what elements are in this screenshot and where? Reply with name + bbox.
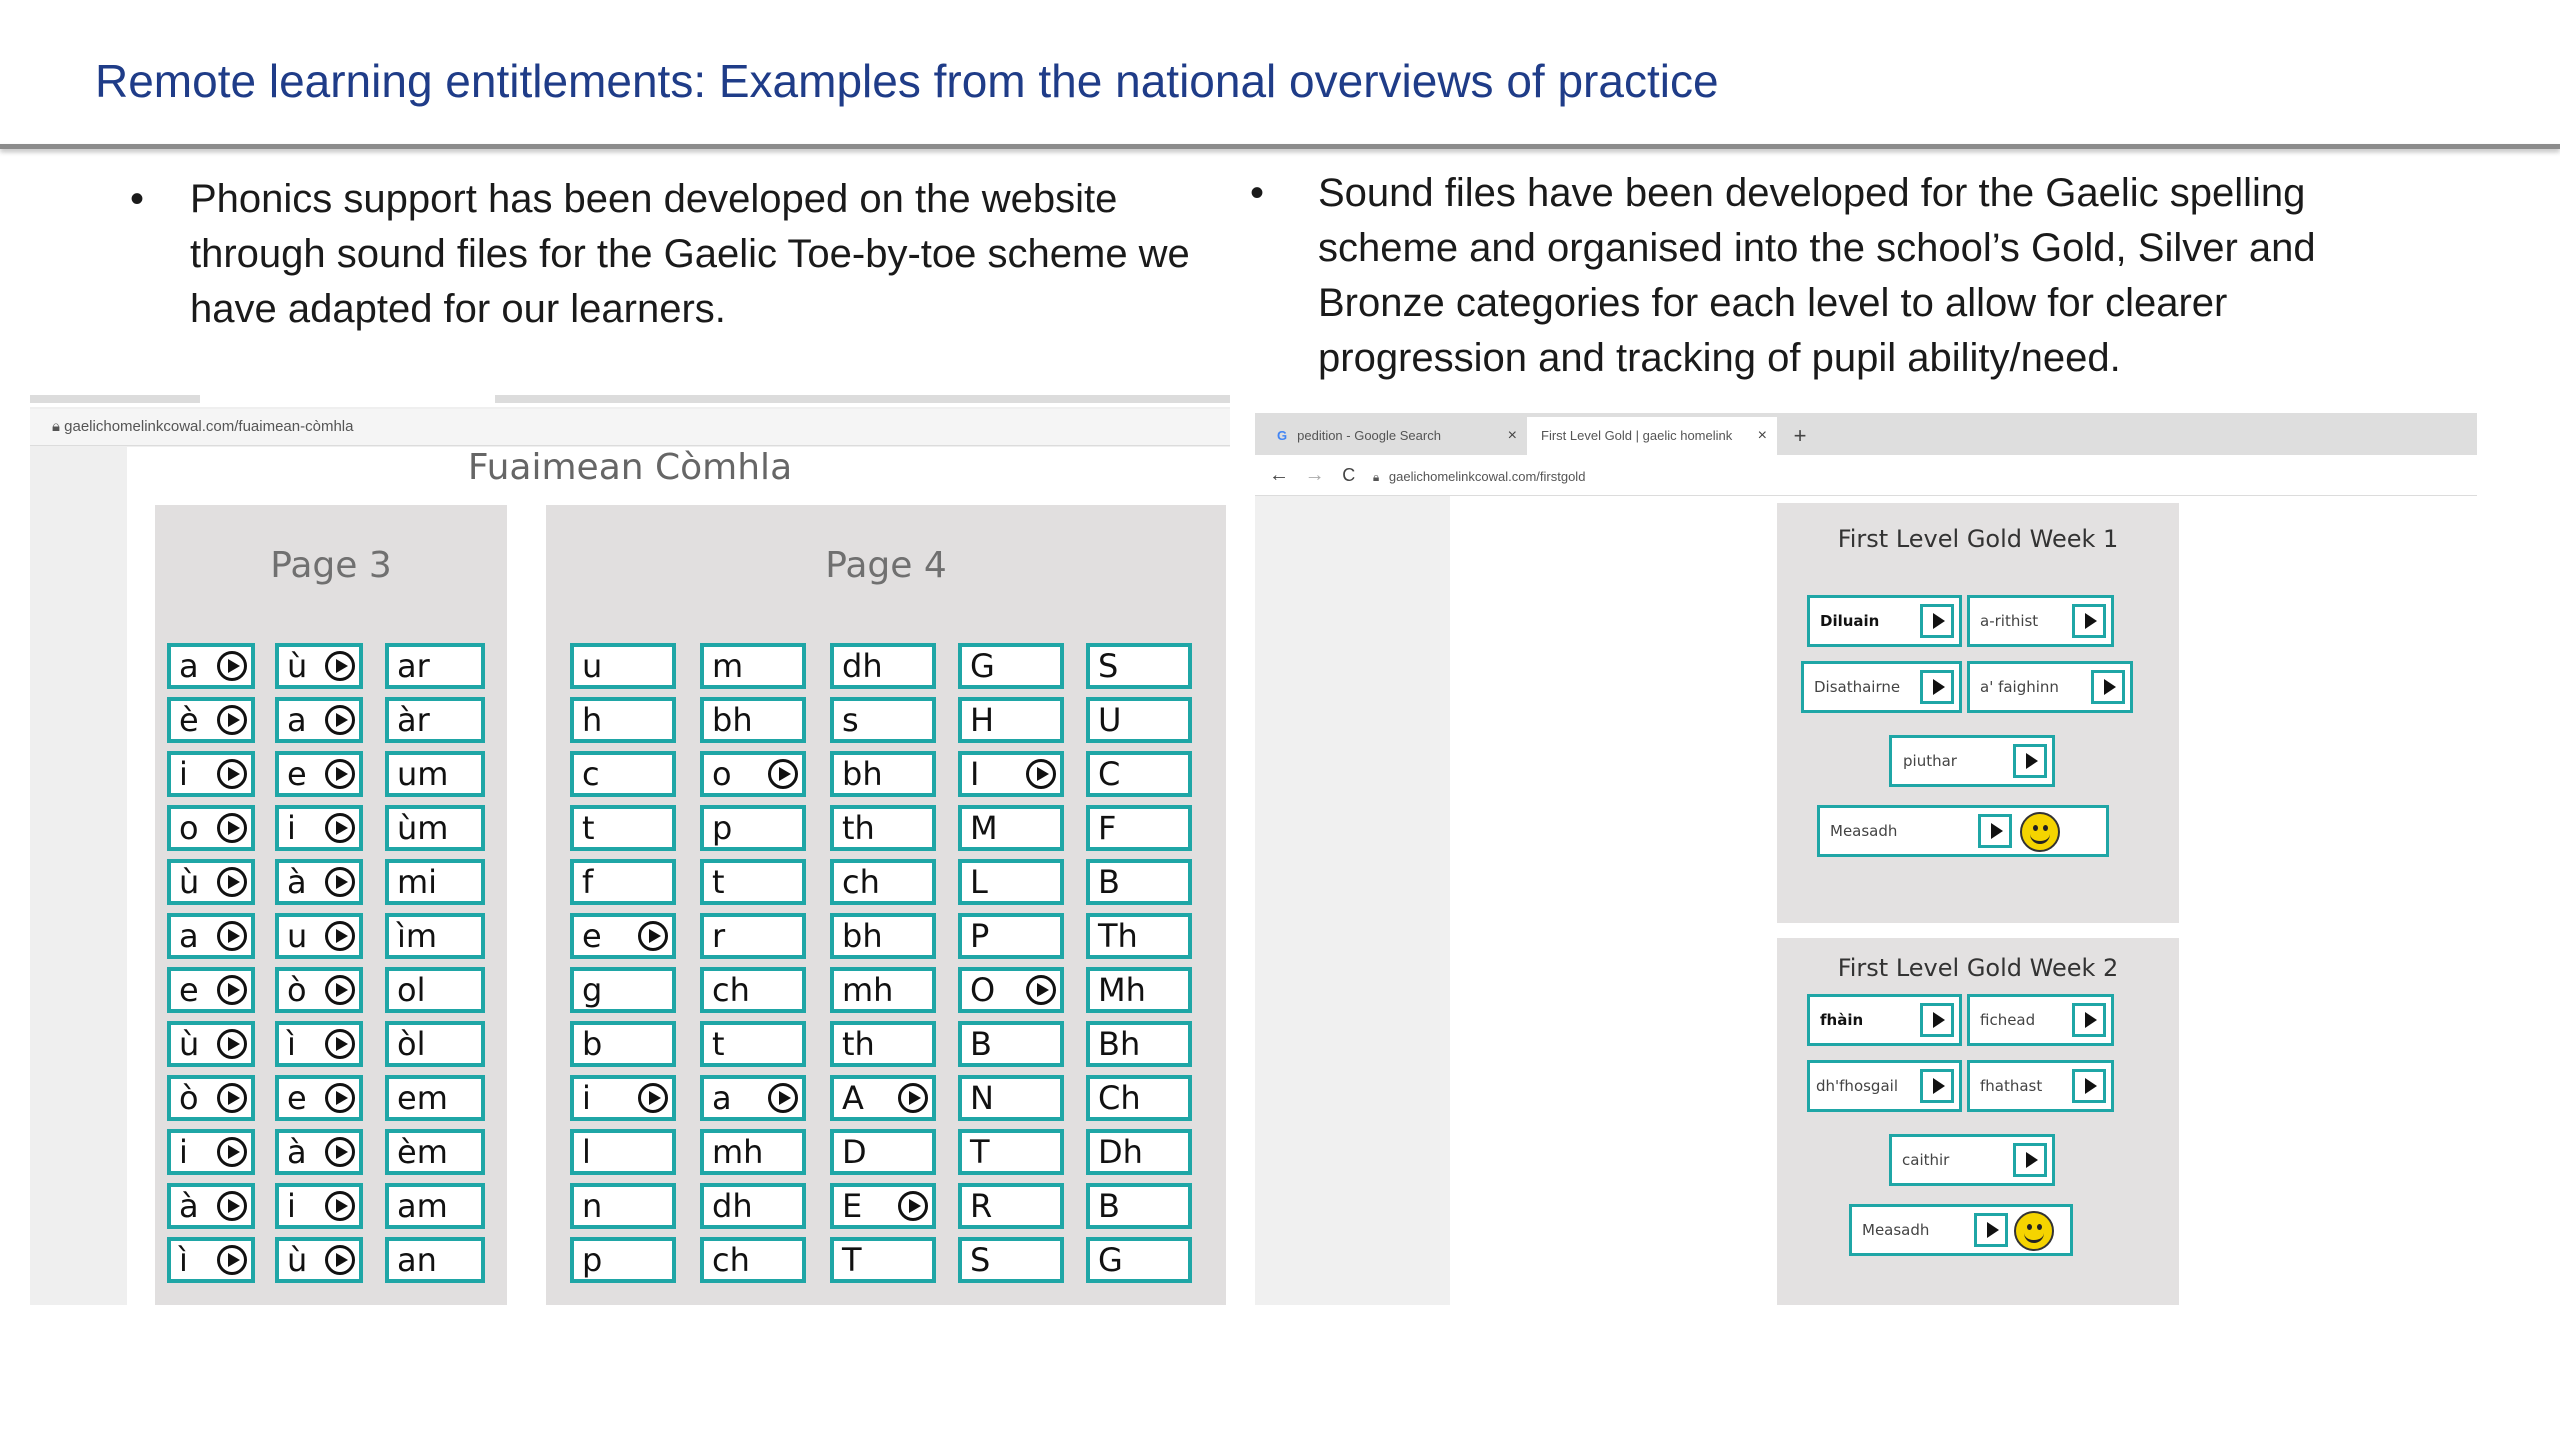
- lock-icon: 🔒︎: [1372, 470, 1380, 484]
- sound-label: dh: [842, 647, 883, 685]
- sound-button[interactable]: [830, 1021, 936, 1067]
- sound-button[interactable]: [700, 1075, 806, 1121]
- sound-button[interactable]: [958, 913, 1064, 959]
- sound-button[interactable]: [275, 643, 363, 689]
- sound-label: ù: [287, 1241, 308, 1279]
- week1-panel: [1777, 503, 2179, 923]
- sound-label: ch: [712, 971, 750, 1009]
- sound-button[interactable]: [275, 1183, 363, 1229]
- sound-label: ch: [842, 863, 880, 901]
- sound-label: l: [582, 1133, 591, 1171]
- sound-label: ò: [179, 1079, 199, 1117]
- bullet-dot: •: [130, 177, 145, 221]
- tab-google-search[interactable]: [1267, 417, 1527, 455]
- assessment-button[interactable]: [1849, 1204, 2073, 1256]
- sound-label: um: [397, 755, 449, 793]
- week2-panel: [1777, 938, 2179, 1305]
- week1-title: First Level Gold Week 1: [1837, 525, 2119, 553]
- play-icon[interactable]: [217, 867, 247, 897]
- play-icon[interactable]: [217, 651, 247, 681]
- sound-button[interactable]: [958, 697, 1064, 743]
- sound-button[interactable]: [570, 913, 676, 959]
- sound-label: T: [970, 1133, 990, 1171]
- sound-button[interactable]: [830, 1075, 936, 1121]
- play-icon[interactable]: [1026, 975, 1056, 1005]
- sound-button[interactable]: [958, 859, 1064, 905]
- play-icon[interactable]: [2072, 1069, 2106, 1103]
- sound-button[interactable]: [958, 805, 1064, 851]
- sound-label: mh: [712, 1133, 764, 1171]
- play-icon[interactable]: [2072, 1003, 2106, 1037]
- sound-label: ch: [712, 1241, 750, 1279]
- sound-button[interactable]: [167, 1183, 255, 1229]
- sound-label: B: [970, 1025, 992, 1063]
- sound-button[interactable]: [385, 913, 485, 959]
- word-button-diluain[interactable]: [1807, 595, 1962, 647]
- sound-button[interactable]: [1086, 697, 1192, 743]
- sound-label: e: [179, 971, 199, 1009]
- sound-button[interactable]: [830, 697, 936, 743]
- sound-label: am: [397, 1187, 448, 1225]
- sound-label: T: [842, 1241, 862, 1279]
- smiley-icon: [2020, 812, 2060, 852]
- play-icon[interactable]: [1920, 604, 1954, 638]
- sound-button[interactable]: [830, 805, 936, 851]
- play-icon[interactable]: [325, 759, 355, 789]
- address-url: gaelichomelinkcowal.com/fuaimean-còmhla: [64, 418, 354, 435]
- sound-label: mh: [842, 971, 894, 1009]
- sound-label: bh: [712, 701, 753, 739]
- sound-label: àr: [397, 701, 430, 739]
- play-icon[interactable]: [217, 1137, 247, 1167]
- word-button-a-faighinn[interactable]: [1967, 661, 2133, 713]
- sound-button[interactable]: [570, 697, 676, 743]
- bullet-dot: •: [1250, 171, 1265, 215]
- sound-label: a: [712, 1079, 732, 1117]
- sound-button[interactable]: [275, 751, 363, 797]
- play-icon[interactable]: [898, 1083, 928, 1113]
- sound-label: Th: [1098, 917, 1138, 955]
- sound-button[interactable]: [570, 751, 676, 797]
- sound-button[interactable]: [570, 805, 676, 851]
- play-icon[interactable]: [1920, 1003, 1954, 1037]
- bullet-right-text: Sound files have been developed for the Gaelic spelling scheme and organised into the school’s Gold, Silver and Bronze categories for each level to allow for clearer progression and tracking of pupil ability/need.: [1318, 171, 2316, 380]
- sound-label: p: [712, 809, 733, 847]
- sound-button[interactable]: [958, 1021, 1064, 1067]
- sound-button[interactable]: [1086, 1129, 1192, 1175]
- sound-label: ar: [397, 647, 430, 685]
- address-bar[interactable]: 🔒︎ gaelichomelinkcowal.com/fuaimean-còmhla: [30, 409, 1230, 446]
- sound-label: G: [1098, 1241, 1123, 1279]
- play-icon[interactable]: [325, 1191, 355, 1221]
- sound-label: Ch: [1098, 1079, 1141, 1117]
- sound-button[interactable]: [167, 751, 255, 797]
- sound-button[interactable]: [570, 1075, 676, 1121]
- page4-title: Page 4: [825, 545, 947, 586]
- sound-label: t: [712, 863, 725, 901]
- sound-label: H: [970, 701, 995, 739]
- sound-label: i: [287, 1187, 296, 1225]
- word-button-fhathast[interactable]: [1967, 1060, 2114, 1112]
- play-icon[interactable]: [325, 867, 355, 897]
- play-icon[interactable]: [768, 1083, 798, 1113]
- word-label: dh'fhosgail: [1816, 1077, 1898, 1095]
- sound-button[interactable]: [275, 859, 363, 905]
- page3-title: Page 3: [270, 545, 392, 586]
- sound-label: à: [287, 1133, 307, 1171]
- sound-label: i: [582, 1079, 591, 1117]
- assessment-label: Measadh: [1862, 1221, 1930, 1239]
- sound-label: ù: [179, 863, 200, 901]
- sound-button[interactable]: [700, 697, 806, 743]
- sound-label: L: [970, 863, 988, 901]
- sound-button[interactable]: [700, 643, 806, 689]
- play-icon[interactable]: [325, 1245, 355, 1275]
- word-button-piuthar[interactable]: [1889, 735, 2055, 787]
- sound-button[interactable]: [167, 1237, 255, 1283]
- sound-label: a: [179, 917, 199, 955]
- play-icon[interactable]: [325, 813, 355, 843]
- sound-button[interactable]: [1086, 805, 1192, 851]
- sound-label: mi: [397, 863, 438, 901]
- sound-button[interactable]: [1086, 967, 1192, 1013]
- sound-label: s: [842, 701, 859, 739]
- sound-button[interactable]: [830, 751, 936, 797]
- sound-label: e: [582, 917, 602, 955]
- sound-button[interactable]: [570, 1183, 676, 1229]
- word-button-disathairne[interactable]: [1801, 661, 1962, 713]
- sound-button[interactable]: [570, 643, 676, 689]
- play-icon[interactable]: [217, 1029, 247, 1059]
- sound-button[interactable]: [275, 1075, 363, 1121]
- sound-button[interactable]: [385, 1129, 485, 1175]
- sound-label: i: [287, 809, 296, 847]
- sound-label: h: [582, 701, 603, 739]
- word-button-a-rithist[interactable]: [1967, 595, 2114, 647]
- sound-button[interactable]: [167, 643, 255, 689]
- sound-label: a: [179, 647, 199, 685]
- sound-label: o: [712, 755, 732, 793]
- sound-button[interactable]: [700, 1129, 806, 1175]
- sound-label: M: [970, 809, 998, 847]
- word-label: piuthar: [1903, 752, 1957, 770]
- sound-button[interactable]: [830, 1129, 936, 1175]
- sound-button[interactable]: [830, 1183, 936, 1229]
- sound-button[interactable]: [830, 1237, 936, 1283]
- page4-panel: [546, 505, 1226, 1305]
- word-button-caithir[interactable]: [1889, 1134, 2055, 1186]
- play-icon[interactable]: [1974, 1213, 2008, 1247]
- sound-button[interactable]: [275, 697, 363, 743]
- sound-label: o: [179, 809, 199, 847]
- sound-button[interactable]: [385, 1075, 485, 1121]
- play-icon[interactable]: [217, 1245, 247, 1275]
- close-icon[interactable]: ×: [1757, 427, 1767, 444]
- sound-button[interactable]: [275, 913, 363, 959]
- sound-button[interactable]: [385, 751, 485, 797]
- sound-label: ùm: [397, 809, 449, 847]
- sound-button[interactable]: [958, 967, 1064, 1013]
- sound-button[interactable]: [700, 859, 806, 905]
- sound-label: ù: [179, 1025, 200, 1063]
- sound-button[interactable]: [167, 913, 255, 959]
- play-icon[interactable]: [217, 813, 247, 843]
- sound-label: òl: [397, 1025, 426, 1063]
- sound-label: U: [1098, 701, 1122, 739]
- assessment-button[interactable]: [1817, 805, 2109, 857]
- play-icon[interactable]: [325, 705, 355, 735]
- sound-label: an: [397, 1241, 437, 1279]
- sound-button[interactable]: [958, 751, 1064, 797]
- sound-button[interactable]: [385, 643, 485, 689]
- sound-label: O: [970, 971, 996, 1009]
- sound-label: ol: [397, 971, 426, 1009]
- sound-button[interactable]: [275, 1237, 363, 1283]
- sound-label: t: [582, 809, 595, 847]
- play-icon[interactable]: [898, 1191, 928, 1221]
- google-icon: G: [1277, 428, 1288, 443]
- sound-button[interactable]: [275, 1021, 363, 1067]
- sound-label: g: [582, 971, 603, 1009]
- sound-label: dh: [712, 1187, 753, 1225]
- sound-button[interactable]: [700, 913, 806, 959]
- sound-button[interactable]: [830, 859, 936, 905]
- sound-button[interactable]: [958, 1129, 1064, 1175]
- play-icon[interactable]: [638, 1083, 668, 1113]
- bullet-left: [130, 172, 1190, 337]
- sound-button[interactable]: [700, 751, 806, 797]
- word-label: fhathast: [1980, 1077, 2043, 1095]
- play-icon[interactable]: [1026, 759, 1056, 789]
- word-button-fhain[interactable]: [1807, 994, 1962, 1046]
- sound-label: C: [1098, 755, 1121, 793]
- tab-label: pedition - Google Search: [1297, 428, 1441, 443]
- sound-label: F: [1098, 809, 1117, 847]
- sound-label: i: [179, 755, 188, 793]
- sound-label: a: [287, 701, 307, 739]
- sound-label: S: [970, 1241, 991, 1279]
- sound-button[interactable]: [1086, 1021, 1192, 1067]
- sound-button[interactable]: [958, 643, 1064, 689]
- sound-button[interactable]: [1086, 1237, 1192, 1283]
- play-icon[interactable]: [217, 1191, 247, 1221]
- word-label: fichead: [1980, 1011, 2036, 1029]
- word-button-dh-fhosgail[interactable]: [1807, 1060, 1962, 1112]
- play-icon[interactable]: [638, 921, 668, 951]
- play-icon[interactable]: [2072, 604, 2106, 638]
- sound-label: b: [582, 1025, 603, 1063]
- sound-button[interactable]: [1086, 1183, 1192, 1229]
- sound-button[interactable]: [1086, 913, 1192, 959]
- play-icon[interactable]: [325, 921, 355, 951]
- slide-title: Remote learning entitlements: Examples from the national overviews of practice: [95, 55, 1719, 107]
- sound-button[interactable]: [570, 1237, 676, 1283]
- browser-tab-bar: [1255, 413, 2477, 455]
- play-icon[interactable]: [325, 1083, 355, 1113]
- back-button[interactable]: ←: [1269, 464, 1289, 486]
- word-label: caithir: [1902, 1151, 1950, 1169]
- sound-label: N: [970, 1079, 994, 1117]
- word-label: a' faighinn: [1980, 678, 2059, 696]
- bullet-right: [1250, 166, 2438, 386]
- sound-button[interactable]: [1086, 751, 1192, 797]
- sound-label: th: [842, 1025, 875, 1063]
- sound-button[interactable]: [1086, 643, 1192, 689]
- sound-button[interactable]: [700, 1021, 806, 1067]
- phonics-screenshot: [30, 395, 1230, 1305]
- sound-label: u: [582, 647, 603, 685]
- sound-label: B: [1098, 1187, 1120, 1225]
- play-icon[interactable]: [217, 759, 247, 789]
- address-url[interactable]: gaelichomelinkcowal.com/firstgold: [1388, 469, 1586, 484]
- sound-label: ù: [287, 647, 308, 685]
- sound-label: E: [842, 1187, 863, 1225]
- play-icon[interactable]: [325, 651, 355, 681]
- play-icon[interactable]: [1920, 670, 1954, 704]
- sound-button[interactable]: [958, 1237, 1064, 1283]
- sound-label: bh: [842, 755, 883, 793]
- sound-label: ìm: [397, 917, 438, 955]
- sound-label: ò: [287, 971, 307, 1009]
- sound-label: P: [970, 917, 990, 955]
- week2-title: First Level Gold Week 2: [1837, 954, 2119, 982]
- sound-button[interactable]: [167, 1129, 255, 1175]
- close-icon[interactable]: ×: [1507, 427, 1517, 444]
- sound-label: u: [287, 917, 308, 955]
- play-icon[interactable]: [1920, 1069, 1954, 1103]
- sound-button[interactable]: [167, 697, 255, 743]
- play-icon[interactable]: [325, 975, 355, 1005]
- sound-label: I: [970, 755, 980, 793]
- sound-button[interactable]: [700, 805, 806, 851]
- sound-button[interactable]: [830, 913, 936, 959]
- page3-panel: [155, 505, 507, 1305]
- sound-label: e: [287, 755, 307, 793]
- sound-button[interactable]: [385, 1021, 485, 1067]
- word-label: Diluain: [1820, 612, 1880, 630]
- spelling-screenshot: [1255, 413, 2477, 1305]
- play-icon[interactable]: [2013, 744, 2047, 778]
- play-icon[interactable]: [217, 705, 247, 735]
- sound-button[interactable]: [385, 967, 485, 1013]
- sound-button[interactable]: [700, 1183, 806, 1229]
- browser-tab-strip: [30, 395, 1230, 407]
- smiley-icon: [2014, 1211, 2054, 1251]
- sound-button[interactable]: [385, 1237, 485, 1283]
- word-label: fhàin: [1820, 1011, 1864, 1029]
- sound-label: ì: [287, 1025, 296, 1063]
- sound-button[interactable]: [830, 967, 936, 1013]
- sound-button[interactable]: [167, 967, 255, 1013]
- bullet-left-text: Phonics support has been developed on the website through sound files for the Gaelic Toe-by-toe scheme we have adapted for our learners.: [190, 177, 1190, 331]
- sound-button[interactable]: [275, 967, 363, 1013]
- sound-button[interactable]: [570, 1021, 676, 1067]
- sound-label: Mh: [1098, 971, 1146, 1009]
- play-icon[interactable]: [1978, 814, 2012, 848]
- sound-label: f: [582, 863, 594, 901]
- sound-button[interactable]: [167, 1021, 255, 1067]
- tab-first-level-gold[interactable]: [1527, 417, 1777, 455]
- sound-button[interactable]: [385, 805, 485, 851]
- page-heading: Fuaimean Còmhla: [467, 447, 793, 488]
- sound-label: m: [712, 647, 744, 685]
- play-icon[interactable]: [217, 975, 247, 1005]
- sound-label: B: [1098, 863, 1120, 901]
- sound-label: è: [179, 701, 199, 739]
- word-label: a-rithist: [1980, 612, 2039, 630]
- sound-label: à: [287, 863, 307, 901]
- sound-label: à: [179, 1187, 199, 1225]
- sound-label: D: [842, 1133, 867, 1171]
- sound-label: G: [970, 647, 995, 685]
- play-icon[interactable]: [325, 1029, 355, 1059]
- sound-button[interactable]: [830, 643, 936, 689]
- word-label: Disathairne: [1814, 678, 1901, 696]
- sound-label: em: [397, 1079, 448, 1117]
- sound-button[interactable]: [1086, 1075, 1192, 1121]
- sound-button[interactable]: [167, 859, 255, 905]
- play-icon[interactable]: [2091, 670, 2125, 704]
- sound-label: c: [582, 755, 600, 793]
- sound-button[interactable]: [700, 967, 806, 1013]
- play-icon[interactable]: [768, 759, 798, 789]
- sound-label: i: [179, 1133, 188, 1171]
- sound-label: Dh: [1098, 1133, 1143, 1171]
- forward-button[interactable]: →: [1304, 464, 1325, 486]
- play-icon[interactable]: [2013, 1143, 2047, 1177]
- sound-label: ì: [179, 1241, 188, 1279]
- word-button-fichead[interactable]: [1967, 994, 2114, 1046]
- sound-label: th: [842, 809, 875, 847]
- sound-button[interactable]: [275, 805, 363, 851]
- title-divider: [0, 144, 2560, 149]
- sound-button[interactable]: [275, 1129, 363, 1175]
- tab-label: First Level Gold | gaelic homelink: [1541, 428, 1733, 443]
- sound-label: A: [842, 1079, 864, 1117]
- sound-button[interactable]: [385, 697, 485, 743]
- sound-label: S: [1098, 647, 1119, 685]
- sound-button[interactable]: [958, 1183, 1064, 1229]
- sound-button[interactable]: [1086, 859, 1192, 905]
- play-icon[interactable]: [217, 1083, 247, 1113]
- sound-label: Bh: [1098, 1025, 1141, 1063]
- sound-button[interactable]: [570, 859, 676, 905]
- sound-button[interactable]: [700, 1237, 806, 1283]
- sound-label: èm: [397, 1133, 448, 1171]
- nav-bar: [1255, 455, 2477, 496]
- sound-label: bh: [842, 917, 883, 955]
- play-icon[interactable]: [325, 1137, 355, 1167]
- sound-button[interactable]: [570, 1129, 676, 1175]
- reload-button[interactable]: C: [1342, 465, 1356, 485]
- sound-button[interactable]: [167, 805, 255, 851]
- assessment-label: Measadh: [1830, 822, 1898, 840]
- sound-button[interactable]: [570, 967, 676, 1013]
- play-icon[interactable]: [217, 921, 247, 951]
- sound-label: p: [582, 1241, 603, 1279]
- sound-label: t: [712, 1025, 725, 1063]
- sound-label: e: [287, 1079, 307, 1117]
- sound-button[interactable]: [167, 1075, 255, 1121]
- sound-label: R: [970, 1187, 993, 1225]
- sound-button[interactable]: [385, 1183, 485, 1229]
- sound-label: n: [582, 1187, 603, 1225]
- sound-label: r: [712, 917, 726, 955]
- sound-button[interactable]: [385, 859, 485, 905]
- new-tab-button[interactable]: +: [1793, 423, 1807, 448]
- sound-button[interactable]: [958, 1075, 1064, 1121]
